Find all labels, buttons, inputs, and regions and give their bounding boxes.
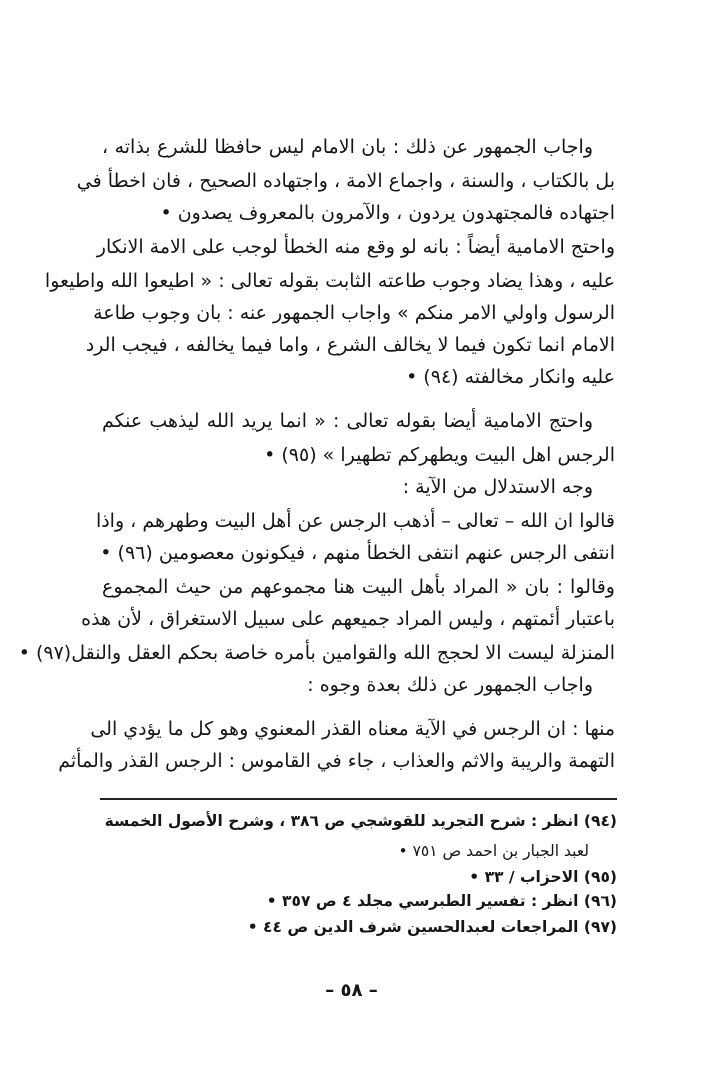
body-line-3: اجتهاده فالمجتهدون يردون ، والآمرون بالمعروف يصدون •	[160, 202, 615, 224]
body-line-16: المنزلة ليست الا لحجج الله والقوامين بأمره خاصة بحكم العقل والنقل(٩٧) •	[18, 642, 615, 664]
body-line-2: بل بالكتاب ، والسنة ، واجماع الامة ، واجتهاده الصحيح ، فان اخطأ في	[76, 170, 615, 192]
body-line-17: واجاب الجمهور عن ذلك بعدة وجوه :	[307, 674, 593, 696]
body-line-15: باعتبار أئمتهم ، وليس المراد جميعهم على سبيل الاستغراق ، لأن هذه	[81, 608, 615, 630]
body-line-4: واحتج الامامية أيضاً : بانه لو وقع منه الخطأ لوجب على الامة الانكار	[96, 236, 615, 258]
footnote-separator	[100, 798, 617, 800]
footnote-97: (٩٧) المراجعات لعبدالحسين شرف الدين ص ٤٤ •	[247, 918, 617, 936]
body-line-14: وقالوا : بان « المراد بأهل البيت هنا مجموعهم من حيث المجموع	[102, 576, 615, 598]
body-line-8: عليه وانكار مخالفته (٩٤) •	[406, 366, 615, 388]
body-line-10: الرجس اهل البيت ويطهركم تطهيرا » (٩٥) •	[264, 444, 615, 466]
body-line-5: عليه ، وهذا يضاد وجوب طاعته الثابت بقوله تعالى : « اطيعوا الله واطيعوا	[44, 270, 615, 292]
body-line-12: قالوا ان الله – تعالى – أذهب الرجس عن أهل البيت وطهرهم ، واذا	[95, 510, 615, 532]
body-line-19: التهمة والريبة والاثم والعذاب ، جاء في القاموس : الرجس القذر والمأثم	[58, 750, 615, 772]
page-number: – ٥٨ –	[325, 980, 378, 1001]
body-line-6: الرسول واولي الامر منكم » واجاب الجمهور عنه : بان وجوب طاعة	[93, 302, 615, 324]
body-line-11: وجه الاستدلال من الآية :	[402, 476, 593, 498]
body-line-1: واجاب الجمهور عن ذلك : بان الامام ليس حافظا للشرع بذاته ،	[102, 136, 593, 158]
footnote-94: (٩٤) انظر : شرح التجريد للقوشجي ص ٣٨٦ ، وشرح الأصول الخمسة	[104, 812, 617, 830]
body-line-7: الامام انما تكون فيما لا يخالف الشرع ، واما فيما يخالفه ، فيجب الرد	[85, 334, 615, 356]
footnote-96: (٩٦) انظر : تفسير الطبرسي مجلد ٤ ص ٣٥٧ •	[266, 892, 617, 910]
footnote-95: (٩٥) الاحزاب / ٣٣ •	[469, 868, 617, 886]
footnote-94-continued: لعبد الجبار بن احمد ص ٧٥١ •	[398, 842, 589, 860]
body-line-13: انتفى الرجس عنهم انتفى الخطأ منهم ، فيكونون معصومين (٩٦) •	[100, 542, 615, 564]
body-line-9: واحتج الامامية أيضا بقوله تعالى : « انما يريد الله ليذهب عنكم	[102, 410, 593, 432]
body-line-18: منها : ان الرجس في الآية معناه القذر المعنوي وهو كل ما يؤدي الى	[90, 718, 615, 740]
